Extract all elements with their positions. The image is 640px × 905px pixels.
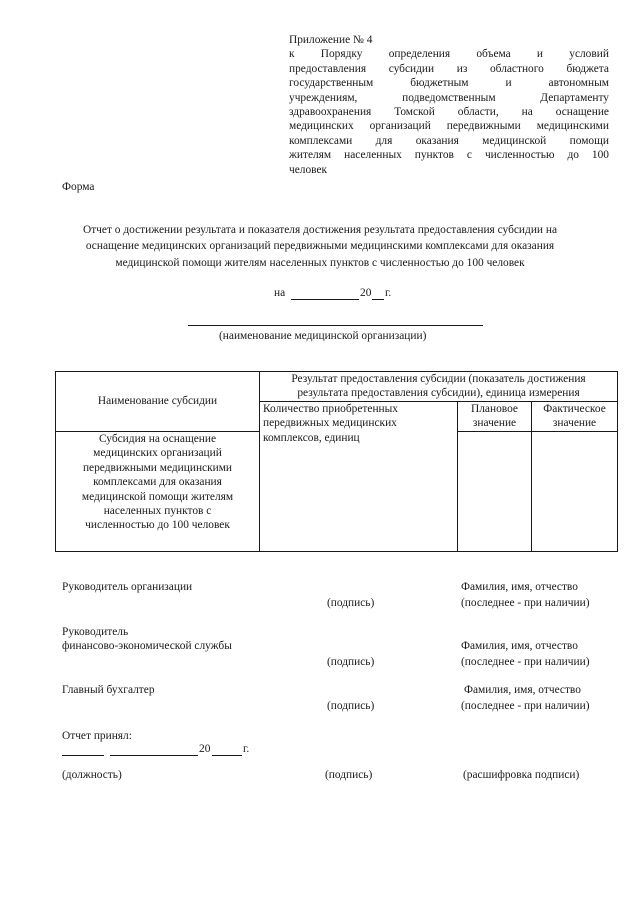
word: областного <box>489 62 544 75</box>
accepted-year-prefix: 20 <box>199 743 211 755</box>
word: из <box>456 62 468 75</box>
header-text: результата предоставления субсидии), единица измерения <box>297 387 580 400</box>
word: бюджетным <box>410 77 469 90</box>
word: до <box>567 149 579 162</box>
word: здравоохранения <box>289 106 372 119</box>
word: области, <box>457 106 499 119</box>
actual-header <box>532 402 618 432</box>
header-text: Наименование субсидии <box>97 395 218 408</box>
word: для <box>375 134 393 147</box>
appendix-line-2 <box>289 62 609 76</box>
accountant-fio-note: (последнее - при наличии) <box>461 700 590 712</box>
appendix-line-8 <box>289 148 609 162</box>
cell-text: Субсидия на оснащение <box>98 433 217 445</box>
signature-decoding-caption: (расшифровка подписи) <box>463 769 580 781</box>
report-title-line-3: медицинской помощи жителям населенных пунктов с численностью до 100 человек <box>115 257 525 269</box>
header-text: значение <box>552 417 597 430</box>
finance-fio-caption: Фамилия, имя, отчество <box>461 640 578 652</box>
finance-label-1: Руководитель <box>62 626 129 638</box>
word: и <box>505 77 512 90</box>
position-caption: (должность) <box>62 769 122 781</box>
appendix-line-1 <box>289 47 609 61</box>
result-header <box>260 372 618 402</box>
subsidy-name-header <box>56 372 260 432</box>
word: человек <box>289 163 328 176</box>
head-fio-caption: Фамилия, имя, отчество <box>461 581 578 593</box>
word: к <box>289 48 295 61</box>
date-year-blank[interactable] <box>372 299 384 300</box>
word: государственным <box>289 77 374 90</box>
header-text: Плановое <box>471 403 518 415</box>
form-label: Форма <box>62 181 95 193</box>
header-text: комплексов, единиц <box>263 431 360 444</box>
planned-header <box>458 402 532 432</box>
accountant-label: Главный бухгалтер <box>62 684 155 696</box>
accepted-signature-caption: (подпись) <box>325 769 373 781</box>
appendix-line-4 <box>289 91 609 105</box>
accountant-fio-caption: Фамилия, имя, отчество <box>464 684 581 696</box>
word: организаций <box>369 120 431 133</box>
appendix-line-7 <box>289 134 609 148</box>
word: медицинской <box>482 134 547 147</box>
date-blank[interactable] <box>291 299 359 300</box>
appendix-line-9 <box>289 163 609 177</box>
report-title-line-2: оснащение медицинских организаций передвижными медицинскими комплексами для оказания <box>85 240 555 252</box>
appendix-line-6 <box>289 119 609 133</box>
word: 100 <box>591 149 609 162</box>
accepted-month-blank[interactable] <box>110 755 198 756</box>
header-text: передвижных медицинских <box>263 417 397 430</box>
planned-value-cell[interactable] <box>458 432 532 552</box>
subsidy-name-cell <box>56 432 260 552</box>
word: жителям <box>289 149 332 162</box>
finance-fio-note: (последнее - при наличии) <box>461 656 590 668</box>
cell-text: медицинских организаций <box>93 447 222 460</box>
word: предоставления <box>289 62 367 75</box>
word: с <box>466 149 472 162</box>
head-signature-caption: (подпись) <box>327 597 375 609</box>
word: подведомственным <box>402 91 496 104</box>
word: населенных <box>344 149 402 162</box>
header-text: Количество приобретенных <box>263 403 399 415</box>
actual-value-cell[interactable] <box>532 432 618 552</box>
word: комплексами <box>289 134 353 147</box>
word: Порядку <box>320 48 363 61</box>
cell-text: комплексами для оказания <box>93 476 222 489</box>
org-caption: (наименование медицинской организации) <box>219 330 427 342</box>
date-prefix: на <box>274 287 286 299</box>
word: помощи <box>569 134 609 147</box>
appendix-line-5 <box>289 105 609 119</box>
word: оснащение <box>555 106 609 119</box>
word: условий <box>569 48 609 61</box>
finance-signature-caption: (подпись) <box>327 656 375 668</box>
word: оказания <box>415 134 459 147</box>
header-text: Результат предоставления субсидии (показатель достижения <box>291 373 586 385</box>
word: Томской <box>394 106 435 119</box>
report-title-line-1: Отчет о достижении результата и показателя достижения результата предоставления субсидии на <box>82 224 558 236</box>
header-text: значение <box>472 417 517 430</box>
accepted-date-suffix: г. <box>243 743 250 755</box>
accepted-label: Отчет принял: <box>62 730 132 742</box>
appendix-title: Приложение № 4 <box>289 34 373 46</box>
word: бюджета <box>566 62 609 75</box>
word: медицинских <box>289 120 354 133</box>
head-label: Руководитель организации <box>62 581 193 593</box>
appendix-line-3 <box>289 76 609 90</box>
cell-text: передвижными медицинскими <box>82 461 233 474</box>
word: Департаменту <box>540 91 609 104</box>
accountant-signature-caption: (подпись) <box>327 700 375 712</box>
appendix-block <box>289 33 609 177</box>
word: субсидии <box>388 62 435 75</box>
word: на <box>521 106 533 119</box>
cell-text: численностью до 100 человек <box>85 519 230 532</box>
accepted-year-blank[interactable] <box>212 755 242 756</box>
word: медицинскими <box>536 120 609 133</box>
word: автономным <box>548 77 609 90</box>
word: передвижными <box>446 120 521 133</box>
quantity-header <box>260 402 458 552</box>
org-name-line[interactable] <box>188 325 483 326</box>
cell-text: населенных пунктов с <box>103 505 212 518</box>
head-fio-note: (последнее - при наличии) <box>461 597 590 609</box>
date-suffix: г. <box>385 287 392 299</box>
cell-text: медицинской помощи жителям <box>81 490 234 503</box>
word: пунктов <box>414 149 454 162</box>
word: объема <box>476 48 511 61</box>
date-year-prefix: 20 <box>360 287 372 299</box>
accepted-day-blank[interactable] <box>62 755 104 756</box>
report-table <box>55 371 618 552</box>
word: учреждениям, <box>289 91 358 104</box>
word: определения <box>388 48 451 61</box>
finance-label-2: финансово-экономической службы <box>62 640 232 652</box>
word: и <box>536 48 544 61</box>
word: численностью <box>484 149 555 162</box>
header-text: Фактическое <box>543 403 606 415</box>
